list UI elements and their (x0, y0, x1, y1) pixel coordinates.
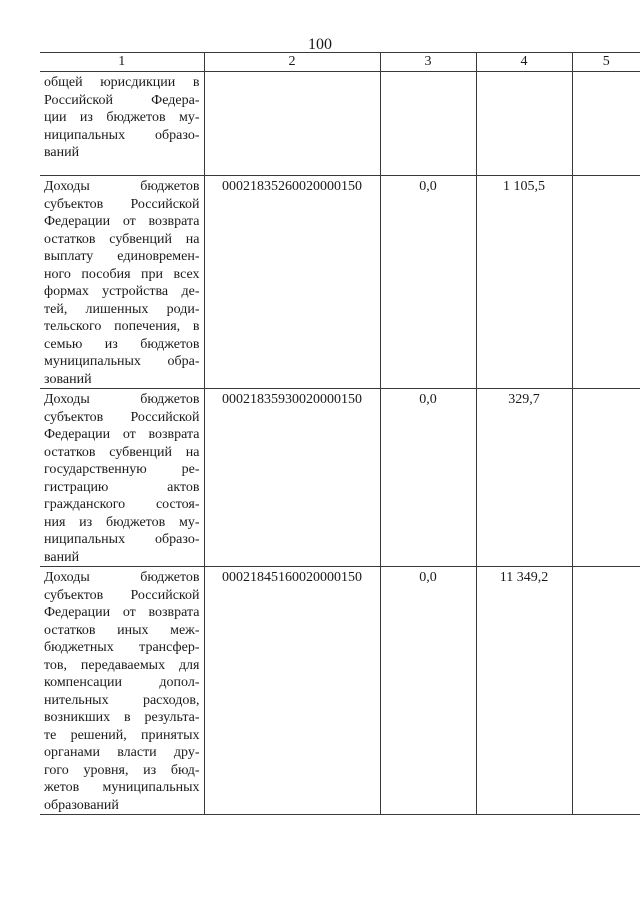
table-row (40, 176, 640, 389)
budget-code-cell (204, 72, 380, 176)
description-line: гого уровня, из бюд- (44, 762, 200, 778)
column-5-value (572, 72, 640, 176)
budget-code-cell: 00021845160020000150 (204, 567, 380, 815)
description-line: ваний (44, 549, 80, 565)
column-4-value: 11 349,2 (476, 567, 572, 815)
description-line: Федерации от возврата (44, 214, 200, 229)
description-line: Российской Федера- (44, 92, 200, 108)
income-description-cell (40, 389, 204, 567)
description-line: остатков субвенций на (44, 444, 200, 460)
description-line: гражданского состоя- (44, 497, 200, 512)
description-line: зований (44, 371, 92, 387)
description-line: субъектов Российской (44, 409, 200, 425)
description-line: Доходы бюджетов (44, 570, 200, 585)
description-line: ного пособия при всех (44, 266, 200, 282)
income-description-cell (40, 176, 204, 389)
table-row (40, 567, 640, 815)
description-line: тельского попечения, в (44, 319, 200, 334)
description-line: Доходы бюджетов (44, 392, 200, 407)
description-line: тей, лишенных роди- (44, 301, 200, 317)
description-line: ния из бюджетов му- (44, 514, 200, 530)
budget-code-cell: 00021835260020000150 (204, 176, 380, 389)
column-header: 2 (204, 53, 380, 72)
column-5-value (572, 567, 640, 815)
column-header: 1 (40, 53, 204, 72)
description-line: общей юрисдикции в (44, 75, 200, 90)
column-3-value: 0,0 (380, 567, 476, 815)
description-line: ваний (44, 145, 80, 160)
column-3-value: 0,0 (380, 176, 476, 389)
description-line: муниципальных обра- (44, 354, 200, 369)
budget-code-cell: 00021835930020000150 (204, 389, 380, 567)
description-line: Доходы бюджетов (44, 179, 200, 194)
description-line: ции из бюджетов му- (44, 110, 200, 125)
description-line: органами власти дру- (44, 745, 200, 760)
column-header: 5 (572, 53, 640, 72)
description-line: ниципальных образо- (44, 532, 200, 547)
income-description-cell (40, 72, 204, 176)
table-header-row (40, 53, 640, 72)
description-line: тов, передаваемых для (44, 657, 200, 673)
column-header: 3 (380, 53, 476, 72)
description-line: гистрацию актов (44, 479, 200, 495)
description-line: Федерации от возврата (44, 427, 200, 442)
table-row (40, 72, 640, 176)
column-5-value (572, 389, 640, 567)
column-4-value: 1 105,5 (476, 176, 572, 389)
description-line: ниципальных образо- (44, 127, 200, 143)
income-description-cell (40, 567, 204, 815)
description-line: остатков субвенций на (44, 231, 200, 247)
description-line: образований (44, 797, 119, 813)
description-line: те решений, принятых (44, 727, 200, 743)
description-line: выплату единовремен- (44, 249, 200, 264)
description-line: компенсации допол- (44, 675, 200, 690)
description-line: формах устройства де- (44, 284, 200, 299)
description-line: возникших в результа- (44, 710, 200, 725)
description-line: остатков иных меж- (44, 622, 200, 638)
description-line: субъектов Российской (44, 196, 200, 212)
column-3-value (380, 72, 476, 176)
column-4-value: 329,7 (476, 389, 572, 567)
description-line: государственную ре- (44, 462, 200, 477)
description-line: семью из бюджетов (44, 336, 200, 352)
description-line: жетов муниципальных (44, 780, 200, 795)
column-4-value (476, 72, 572, 176)
page-number: 100 (308, 36, 332, 53)
description-line: бюджетных трансфер- (44, 640, 200, 655)
description-line: субъектов Российской (44, 587, 200, 603)
description-line: нительных расходов, (44, 692, 200, 708)
column-3-value: 0,0 (380, 389, 476, 567)
description-line: Федерации от возврата (44, 605, 200, 620)
table-row (40, 389, 640, 567)
column-5-value (572, 176, 640, 389)
budget-table (40, 52, 640, 815)
column-header: 4 (476, 53, 572, 72)
